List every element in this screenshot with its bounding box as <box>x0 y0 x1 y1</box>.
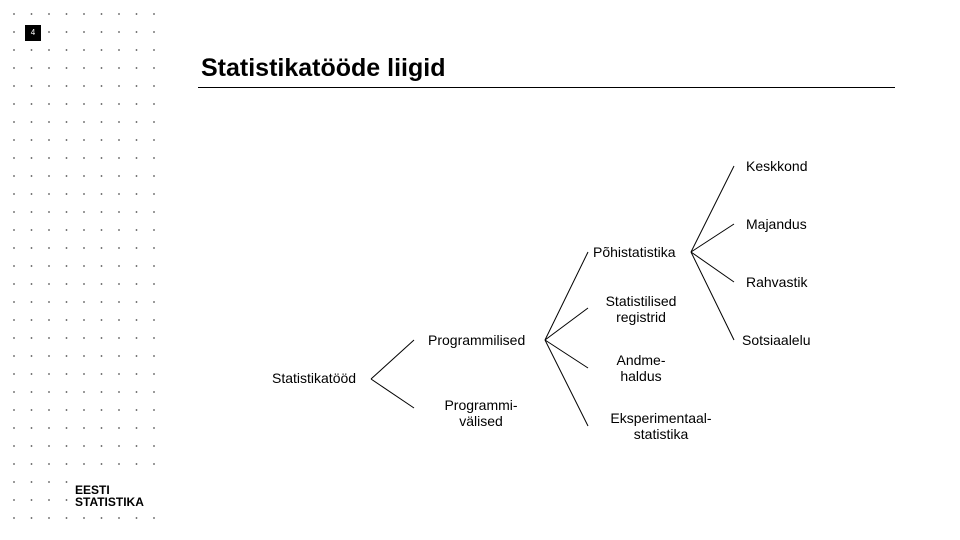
connector-programmilised-pohistatistika <box>545 252 588 340</box>
connector-programmilised-eksperimentaal <box>545 340 588 426</box>
node-andmehaldus: Andme- haldus <box>616 352 666 384</box>
connector-pohistatistika-sotsiaalelu <box>691 252 734 340</box>
node-programmivalised: Programmi- välised <box>444 397 518 429</box>
node-statistikatood: Statistikatööd <box>272 370 357 386</box>
node-statistilised-registrid: Statistilised registrid <box>605 293 677 325</box>
node-keskkond: Keskkond <box>746 158 808 174</box>
node-pohistatistika: Põhistatistika <box>593 244 676 260</box>
node-majandus: Majandus <box>746 216 807 232</box>
node-eksperimentaalstatistika: Eksperimentaal- statistika <box>610 410 712 442</box>
node-programmilised: Programmilised <box>428 332 526 348</box>
connector-pohistatistika-rahvastik <box>691 252 734 282</box>
connector-root-programmivalised <box>371 379 414 408</box>
connector-pohistatistika-keskkond <box>691 166 734 252</box>
page-number-badge: 4 <box>25 25 41 41</box>
connector-programmilised-registrid <box>545 308 588 340</box>
connector-root-programmilised <box>371 340 414 379</box>
slide-title: Statistikatööde liigid <box>201 54 446 82</box>
node-sotsiaalelu: Sotsiaalelu <box>742 332 811 348</box>
eesti-statistika-logo <box>75 484 144 508</box>
logo-line-2: STATISTIKA <box>75 495 144 509</box>
node-rahvastik: Rahvastik <box>746 274 808 290</box>
logo-line-1: EESTI <box>75 483 110 497</box>
